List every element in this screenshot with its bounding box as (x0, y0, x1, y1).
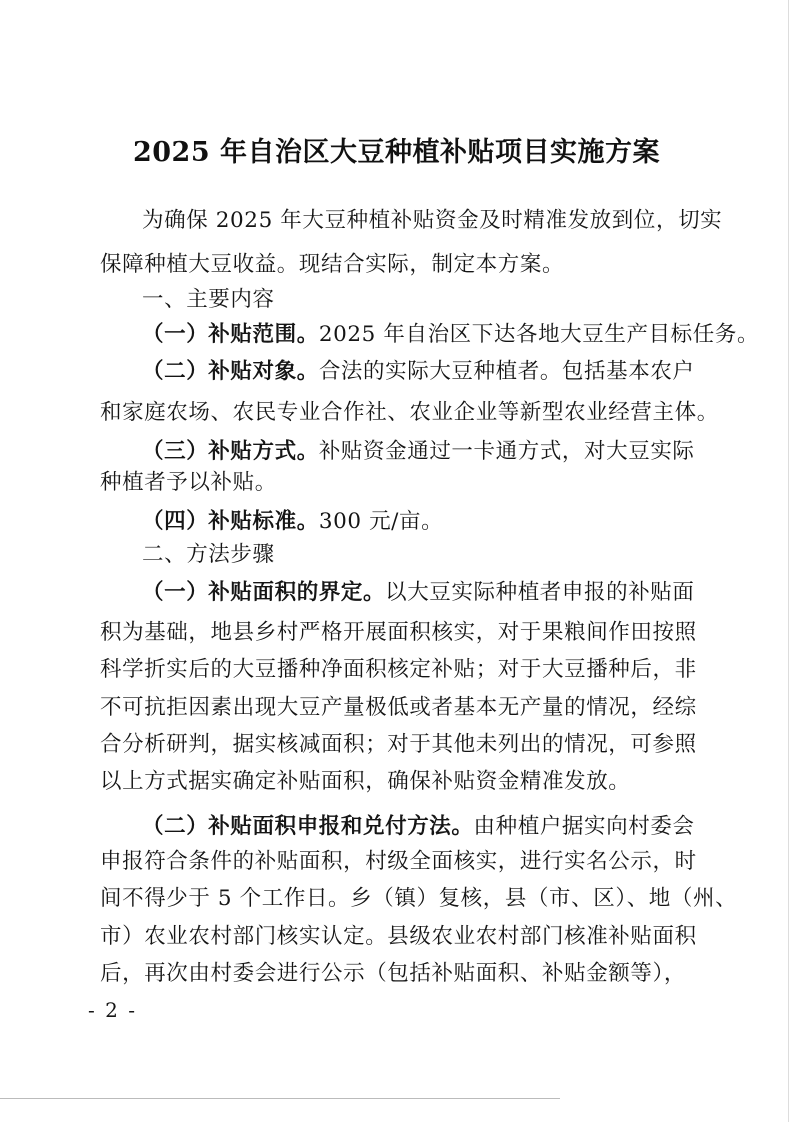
item-text: 300 元/亩。 (318, 509, 444, 534)
item-text: 合法的实际大豆种植者。包括基本农户 (318, 359, 695, 384)
intro-line: 为确保 2025 年大豆种植补贴资金及时精准发放到位，切实 (142, 208, 723, 233)
paragraph-line (142, 578, 702, 608)
item-label: （一）补贴范围。 (142, 322, 319, 347)
item-text: 以大豆实际种植者申报的补贴面 (385, 580, 695, 605)
item-label: （四）补贴标准。 (142, 509, 319, 534)
paragraph-line: 种植者予以补贴。 (100, 470, 277, 495)
item-label: （三）补贴方式。 (142, 439, 319, 464)
paragraph-line: 以上方式据实确定补贴面积，确保补贴资金精准发放。 (100, 769, 631, 794)
item-label: （一）补贴面积的界定。 (142, 580, 386, 605)
item-text: 补贴资金通过一卡通方式，对大豆实际 (318, 439, 695, 464)
section-heading: 一、主要内容 (142, 287, 275, 312)
paragraph-line: 间不得少于 5 个工作日。乡（镇）复核，县（市、区）、地（州、 (100, 886, 738, 911)
page-number: - 2 - (88, 998, 137, 1022)
intro-line: 保障种植大豆收益。现结合实际，制定本方案。 (100, 252, 565, 277)
paragraph-line: 合分析研判，据实核减面积；对于其他未列出的情况，可参照 (100, 732, 697, 757)
paragraph-line (142, 320, 760, 350)
item-label: （二）补贴面积申报和兑付方法。 (142, 814, 474, 839)
paragraph-line: 申报符合条件的补贴面积，村级全面核实，进行实名公示，时 (100, 849, 697, 874)
paragraph-line (142, 437, 702, 467)
item-text: 由种植户据实向村委会 (473, 814, 695, 839)
item-label: （二）补贴对象。 (142, 359, 319, 384)
paragraph-line: 和家庭农场、农民专业合作社、农业企业等新型农业经营主体。 (100, 400, 719, 425)
paragraph-line (142, 507, 702, 537)
scan-edge-line (788, 0, 789, 1122)
scan-rule-line (0, 1098, 560, 1099)
paragraph-line (142, 812, 702, 842)
item-text: 2025 年自治区下达各地大豆生产目标任务。 (318, 322, 760, 347)
paragraph-line: 科学折实后的大豆播种净面积核定补贴；对于大豆播种后，非 (100, 657, 697, 682)
section-heading: 二、方法步骤 (142, 542, 275, 567)
paragraph-line (142, 357, 702, 387)
paragraph-line: 不可抗拒因素出现大豆产量极低或者基本无产量的情况，经综 (100, 695, 697, 720)
paragraph-line: 市）农业农村部门核实认定。县级农业农村部门核准补贴面积 (100, 924, 697, 949)
paragraph-line: 后，再次由村委会进行公示（包括补贴面积、补贴金额等）， (100, 961, 686, 986)
paragraph-line: 积为基础，地县乡村严格开展面积核实，对于果粮间作田按照 (100, 620, 697, 645)
page-title: 2025 年自治区大豆种植补贴项目实施方案 (132, 137, 661, 168)
